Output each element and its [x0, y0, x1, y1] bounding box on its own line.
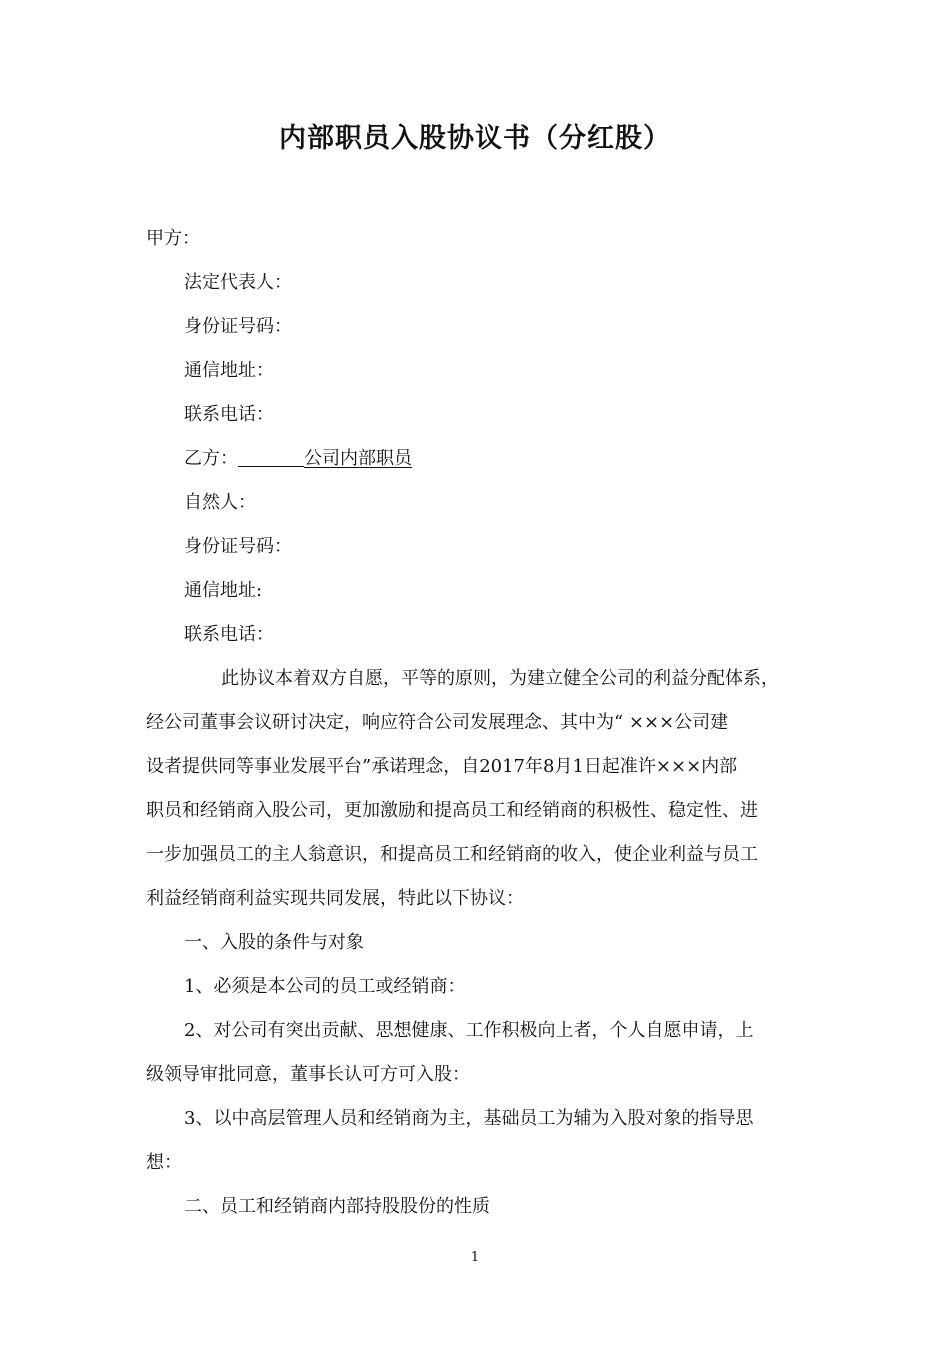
preamble-line: 职员和经销商入股公司，更加激励和提高员工和经销商的积极性、稳定性、进 [146, 800, 758, 821]
page-number: 1 [470, 1250, 480, 1265]
section1-item3: 3、以中高层管理人员和经销商为主，基础员工为辅为入股对象的指导思 [184, 1108, 754, 1129]
party-b-phone: 联系电话： [184, 624, 274, 645]
preamble-line: 利益经销商利益实现共同发展，特此以下协议： [146, 888, 524, 909]
section1-item3-cont: 想： [146, 1152, 182, 1173]
preamble-line: 设者提供同等事业发展平台”承诺理念，自2017年8月1日起准许×××内部 [146, 756, 738, 777]
section1-heading: 一、入股的条件与对象 [184, 932, 364, 953]
preamble-line: 一步加强员工的主人翁意识，和提高员工和经销商的收入，使企业利益与员工 [146, 844, 758, 865]
party-b-natural-person: 自然人： [184, 492, 256, 513]
section1-item1: 1、必须是本公司的员工或经销商： [184, 976, 466, 997]
party-b-blank-underline [238, 448, 304, 467]
section1-item2-cont: 级领导审批同意，董事长认可方可入股： [146, 1064, 470, 1085]
party-a-address: 通信地址： [184, 360, 274, 381]
party-b-address: 通信地址: [184, 580, 263, 601]
party-a-phone: 联系电话： [184, 404, 274, 425]
preamble-line: 此协议本着双方自愿，平等的原则，为建立健全公司的利益分配体系， [221, 668, 779, 689]
party-a-id-number: 身份证号码： [184, 316, 292, 337]
party-b-value: 公司内部职员 [304, 448, 412, 469]
party-b-id-number: 身份证号码： [184, 536, 292, 557]
party-b-row [184, 448, 412, 470]
party-a-legal-rep: 法定代表人： [184, 272, 292, 293]
section2-heading: 二、员工和经销商内部持股股份的性质 [184, 1196, 490, 1217]
document-title: 内部职员入股协议书（分红股） [279, 123, 671, 154]
party-a-label: 甲方： [146, 228, 200, 249]
preamble-line: 经公司董事会议研讨决定，响应符合公司发展理念、其中为“ ×××公司建 [146, 712, 729, 733]
section1-item2: 2、对公司有突出贡献、思想健康、工作积极向上者，个人自愿申请，上 [184, 1020, 754, 1041]
party-b-label: 乙方： [184, 448, 238, 469]
